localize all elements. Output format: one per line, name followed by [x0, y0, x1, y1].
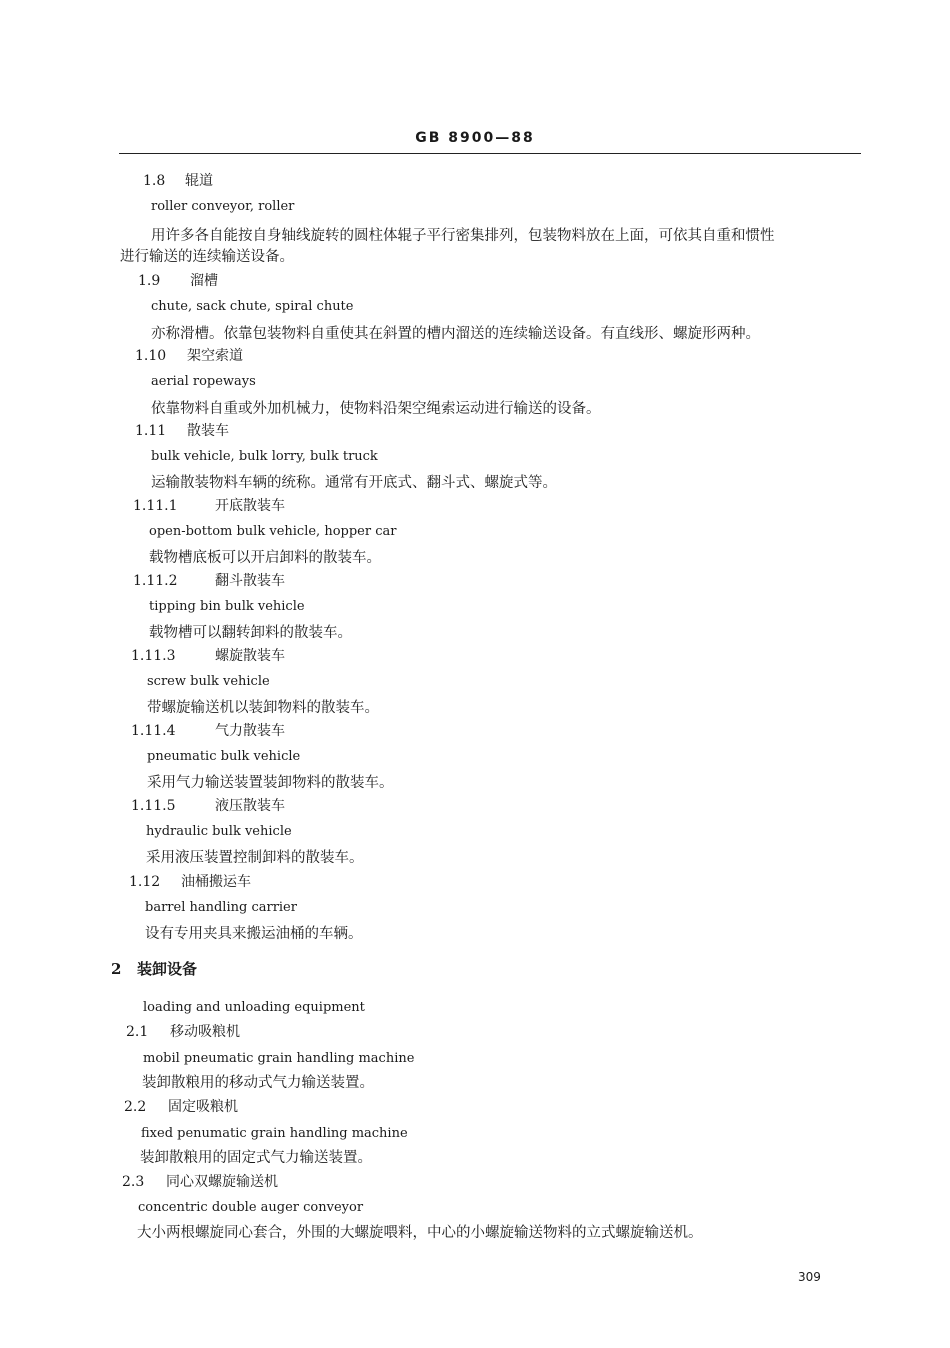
term-number: 1.11.3: [131, 648, 176, 664]
term-title: 螺旋散装车: [215, 648, 285, 664]
term-heading: [135, 347, 243, 365]
term-number: 1.10: [135, 348, 167, 364]
page-number: 309: [798, 1270, 821, 1284]
term-heading: [133, 572, 285, 590]
section-english: loading and unloading equipment: [143, 1000, 365, 1015]
term-definition: 装卸散粮用的移动式气力输送装置。: [142, 1075, 374, 1091]
term-number: 1.11.4: [131, 723, 176, 739]
term-number: 1.11.1: [133, 498, 178, 514]
term-definition: 运输散装物料车辆的统称。通常有开底式、翻斗式、螺旋式等。: [151, 475, 557, 491]
term-english: aerial ropeways: [151, 374, 256, 389]
term-definition: 依靠物料自重或外加机械力，使物料沿架空绳索运动进行输送的设备。: [151, 401, 601, 417]
term-number: 1.11.5: [131, 798, 176, 814]
term-heading: [131, 797, 285, 815]
term-title: 油桶搬运车: [181, 874, 251, 890]
term-definition: 用许多各自能按自身轴线旋转的圆柱体辊子平行密集排列，包装物料放在上面，可依其自重和惯性: [151, 228, 775, 244]
term-number: 1.12: [129, 874, 161, 890]
term-title: 翻斗散装车: [215, 573, 285, 589]
term-definition: 亦称滑槽。依靠包装物料自重使其在斜置的槽内溜送的连续输送设备。有直线形、螺旋形两种。: [151, 326, 760, 342]
term-definition: 载物槽可以翻转卸料的散装车。: [149, 625, 352, 641]
term-heading: [124, 1098, 238, 1116]
term-heading: [135, 422, 229, 440]
term-number: 1.11.2: [133, 573, 178, 589]
term-english: bulk vehicle, bulk lorry, bulk truck: [151, 449, 378, 464]
term-english: roller conveyor, roller: [151, 199, 295, 214]
term-number: 1.11: [135, 423, 167, 439]
term-heading: [133, 497, 285, 515]
term-title: 固定吸粮机: [168, 1099, 238, 1115]
term-heading: [122, 1173, 278, 1191]
term-definition: 载物槽底板可以开启卸料的散装车。: [149, 550, 381, 566]
term-english: barrel handling carrier: [145, 900, 297, 915]
term-title: 同心双螺旋输送机: [166, 1174, 278, 1190]
term-english: open-bottom bulk vehicle, hopper car: [149, 524, 397, 539]
section-number: 2: [111, 960, 122, 978]
term-definition: 采用液压装置控制卸料的散装车。: [146, 850, 364, 866]
term-english: fixed penumatic grain handling machine: [141, 1126, 408, 1141]
term-title: 辊道: [185, 173, 213, 189]
term-english: tipping bin bulk vehicle: [149, 599, 305, 614]
term-definition: 带螺旋输送机以装卸物料的散装车。: [147, 700, 379, 716]
term-english: pneumatic bulk vehicle: [147, 749, 301, 764]
term-definition: 设有专用夹具来搬运油桶的车辆。: [145, 926, 363, 942]
section-title: 装卸设备: [137, 960, 198, 978]
term-definition: 采用气力输送装置装卸物料的散装车。: [147, 775, 394, 791]
term-title: 开底散装车: [215, 498, 285, 514]
term-title: 散装车: [187, 423, 229, 439]
term-english: mobil pneumatic grain handling machine: [143, 1051, 415, 1066]
term-number: 1.9: [138, 273, 161, 289]
term-english: hydraulic bulk vehicle: [146, 824, 292, 839]
term-heading: [143, 172, 213, 190]
term-number: 2.3: [122, 1174, 145, 1190]
term-english: chute, sack chute, spiral chute: [151, 299, 354, 314]
term-definition-cont: 进行输送的连续输送设备。: [120, 249, 294, 265]
term-title: 溜槽: [190, 273, 218, 289]
term-title: 架空索道: [187, 348, 243, 364]
term-heading: [131, 722, 285, 740]
term-title: 移动吸粮机: [170, 1024, 240, 1040]
document-header: GB 8900—88: [415, 130, 535, 146]
term-number: 2.2: [124, 1099, 147, 1115]
term-english: screw bulk vehicle: [147, 674, 270, 689]
term-heading: [131, 647, 285, 665]
header-rule: [119, 153, 861, 154]
term-heading: [126, 1023, 240, 1041]
term-heading: [138, 272, 218, 290]
term-definition: 大小两根螺旋同心套合，外围的大螺旋喂料，中心的小螺旋输送物料的立式螺旋输送机。: [137, 1225, 703, 1241]
term-definition: 装卸散粮用的固定式气力输送装置。: [140, 1150, 372, 1166]
term-heading: [129, 873, 251, 891]
term-title: 液压散装车: [215, 798, 285, 814]
term-english: concentric double auger conveyor: [138, 1200, 364, 1215]
term-number: 1.8: [143, 173, 166, 189]
term-title: 气力散装车: [215, 723, 285, 739]
section-heading: [111, 960, 197, 978]
term-number: 2.1: [126, 1024, 149, 1040]
